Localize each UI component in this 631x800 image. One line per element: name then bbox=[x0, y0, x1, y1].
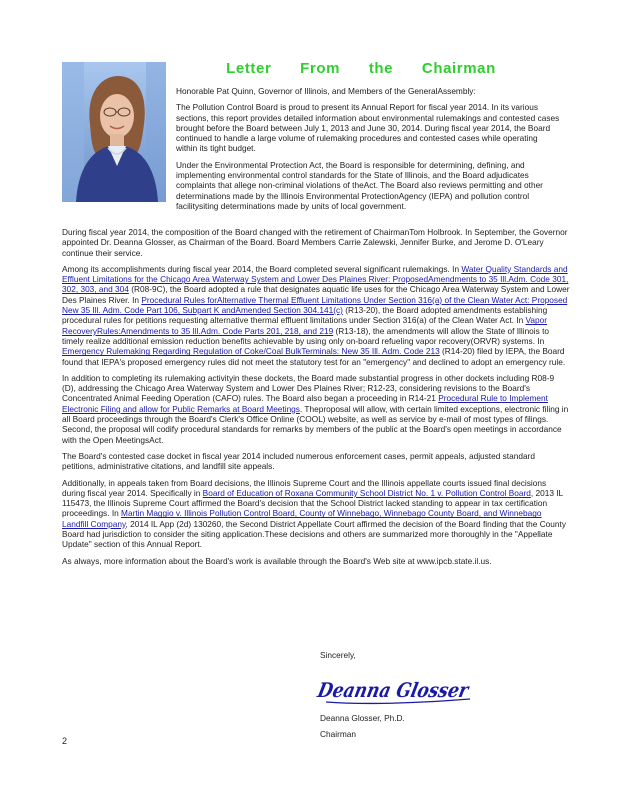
link-emergency-rulemaking[interactable]: Emergency Rulemaking Regarding Regulation of Coke/Coal BulkTerminals: New 35 Ill. Adm. Code 213 bbox=[62, 346, 440, 357]
paragraph-website: As always, more information about the Board's work is available through the Board's Web site at www.ipcb.state.il.us. bbox=[62, 555, 492, 566]
portrait-illustration bbox=[62, 62, 166, 202]
paragraph-composition: During fiscal year 2014, the composition of the Board changed with the retirement of ChairmanTom Holbrook. In September, the Governor appointed Dr. Deanna Glosser, as Chairman of the Board. Board Members Carrie Zalewski, Jennifer Burke, and Jerome D. O'Leary continue their service. bbox=[62, 227, 568, 258]
signature-text: Deanna Glosser bbox=[315, 678, 497, 702]
link-water-quality-standards[interactable]: Water Quality Standards and Effluent Limitations for the Chicago Area Waterway System and Lower Des Plaines River: ProposedAmendments to 35 Ill.Adm. Code 301, 302, 303, and 304 bbox=[62, 263, 569, 295]
letter-body-top bbox=[176, 86, 560, 217]
page-number: 2 bbox=[62, 736, 68, 746]
text-segment: , 2013 IL 115473, the Illinois Supreme Court affirmed the Board's decision that the School District lacked standing to appear in tax certification proceedings. In bbox=[62, 487, 563, 519]
signature-image bbox=[315, 672, 497, 706]
paragraph-other-dockets bbox=[62, 373, 570, 445]
closing-sincerely: Sincerely, bbox=[320, 650, 356, 660]
text-segment: Among its accomplishments during fiscal year 2014, the Board completed several significant rulemakings. In bbox=[62, 263, 462, 274]
signatory-name: Deanna Glosser, Ph.D. bbox=[320, 713, 405, 723]
link-electronic-filing-rule[interactable]: Procedural Rule to Implement Electronic Filing and allow for Public Remarks at Board Meetings bbox=[62, 393, 548, 414]
text-segment: , 2014 IL App (2d) 130260, the Second District Appellate Court affirmed the decision of the Board finding that the County Board had jurisdiction to consider the siting application.These decisions and others are summarized more thoroughly in the "Appellate Update" section of this Annual Report. bbox=[62, 518, 566, 550]
text-segment: Additionally, in appeals taken from Board decisions, the Illinois Supreme Court and the Illinois appellate courts issued final decisions during fiscal year 2014. Specifically in bbox=[62, 477, 547, 498]
link-procedural-rules-thermal[interactable]: Procedural Rules forAlternative Thermal Effluent Limitations Under Section 316(a) of the Clean Water Act: Proposed New 35 Ill. Adm. Code Part 106, Subpart K andAmended Section 304.141(c) bbox=[62, 294, 568, 316]
text-segment: In addition to completing its rulemaking activityin these dockets, the Board made substantial progress in other dockets including R08-9 (D), addressing the Chicago Area Waterway System and Lower Des Plaines River; R12-23, considering revisions to the Board's Concentrated Animal Feeding Operation (CAFO) rules. The Board also began a proceeding in R14-21 bbox=[62, 372, 555, 404]
text-segment: (R13-18), the amendments will allow the State of Illinois to timely realize additional emission reduction benefits achievable by using only on-board refueling vapor recovery(ORVR) systems. In bbox=[62, 325, 550, 346]
text-segment: (R08-9C), the Board adopted a rule that designates aquatic life uses for the Chicago Area Waterway System and Lower Des Plaines River. In bbox=[62, 284, 570, 305]
paragraph-responsibilities: Under the Environmental Protection Act, the Board is responsible for determining, defining, and implementing environmental control standards for the State of Illinois, and the Board adjudicates complaints that allege non-criminal violations of theAct. The Board also reviews permitting and other determinations made by the Illinois Environmental ProtectionAgency (IEPA) and pollution control facilitysiting determinations made by units of local government. bbox=[176, 159, 543, 211]
paragraph-contested-cases: The Board's contested case docket in fiscal year 2014 included numerous enforcement cases, permit appeals, adjusted standard petitions, administrative citations, and landfill site appeals. bbox=[62, 450, 535, 472]
link-roxana-school-district-case[interactable]: Board of Education of Roxana Community School District No. 1 v. Pollution Control Board bbox=[202, 487, 531, 498]
text-segment: (R14-20) filed by IEPA, the Board found that IEPA's proposed emergency rules did not meet the statutory test for an "emergency" and declined to adopt an emergency rule. bbox=[62, 346, 566, 367]
paragraph-rulemakings bbox=[62, 264, 570, 367]
text-segment: (R13-20), the Board adopted amendments establishing procedural rules for petitions requesting alternative thermal effluent limitations under Section 316(a) of the Clean Water Act. In bbox=[62, 305, 548, 326]
paragraph-appeals bbox=[62, 478, 570, 550]
link-martin-maggio-case[interactable]: Martin Maggio v. Illinois Pollution Control Board, County of Winnebago, Winnebago County Board, and Winnebago Landfill Company bbox=[62, 508, 542, 529]
closing-block bbox=[320, 650, 560, 660]
link-vapor-recovery-rules[interactable]: Vapor RecoveryRules:Amendments to 35 Ill.Adm. Code Parts 201, 218, and 219 bbox=[62, 315, 548, 336]
signatory-title: Chairman bbox=[320, 729, 356, 739]
page-title: Letter From the Chairman bbox=[226, 60, 496, 77]
text-segment: . Theproposal will allow, with certain limited exceptions, electronic filing in all Board proceedings through the Board's Clerk's Office Online (COOL) website, as well as service by e-mail of most types of filings. Second, the proposal will codify procedural standards for remarks by members of the public at the Board's open meetings in accordance with the Open MeetingsAct. bbox=[62, 403, 569, 445]
paragraph-intro: The Pollution Control Board is proud to present its Annual Report for fiscal year 2014. In its various sections, this report provides detailed information about environmental rulemakings and contested cases brought before the Board between July 1, 2013 and June 30, 2014. During fiscal year 2014, the Board continued to handle a large volume of rulemaking procedures and contested cases while operating within its tight budget. bbox=[176, 102, 560, 154]
letter-body-full bbox=[62, 227, 570, 572]
salutation: Honorable Pat Quinn, Governor of Illinois, and Members of the GeneralAssembly: bbox=[176, 86, 476, 96]
chairman-photo bbox=[62, 62, 166, 202]
